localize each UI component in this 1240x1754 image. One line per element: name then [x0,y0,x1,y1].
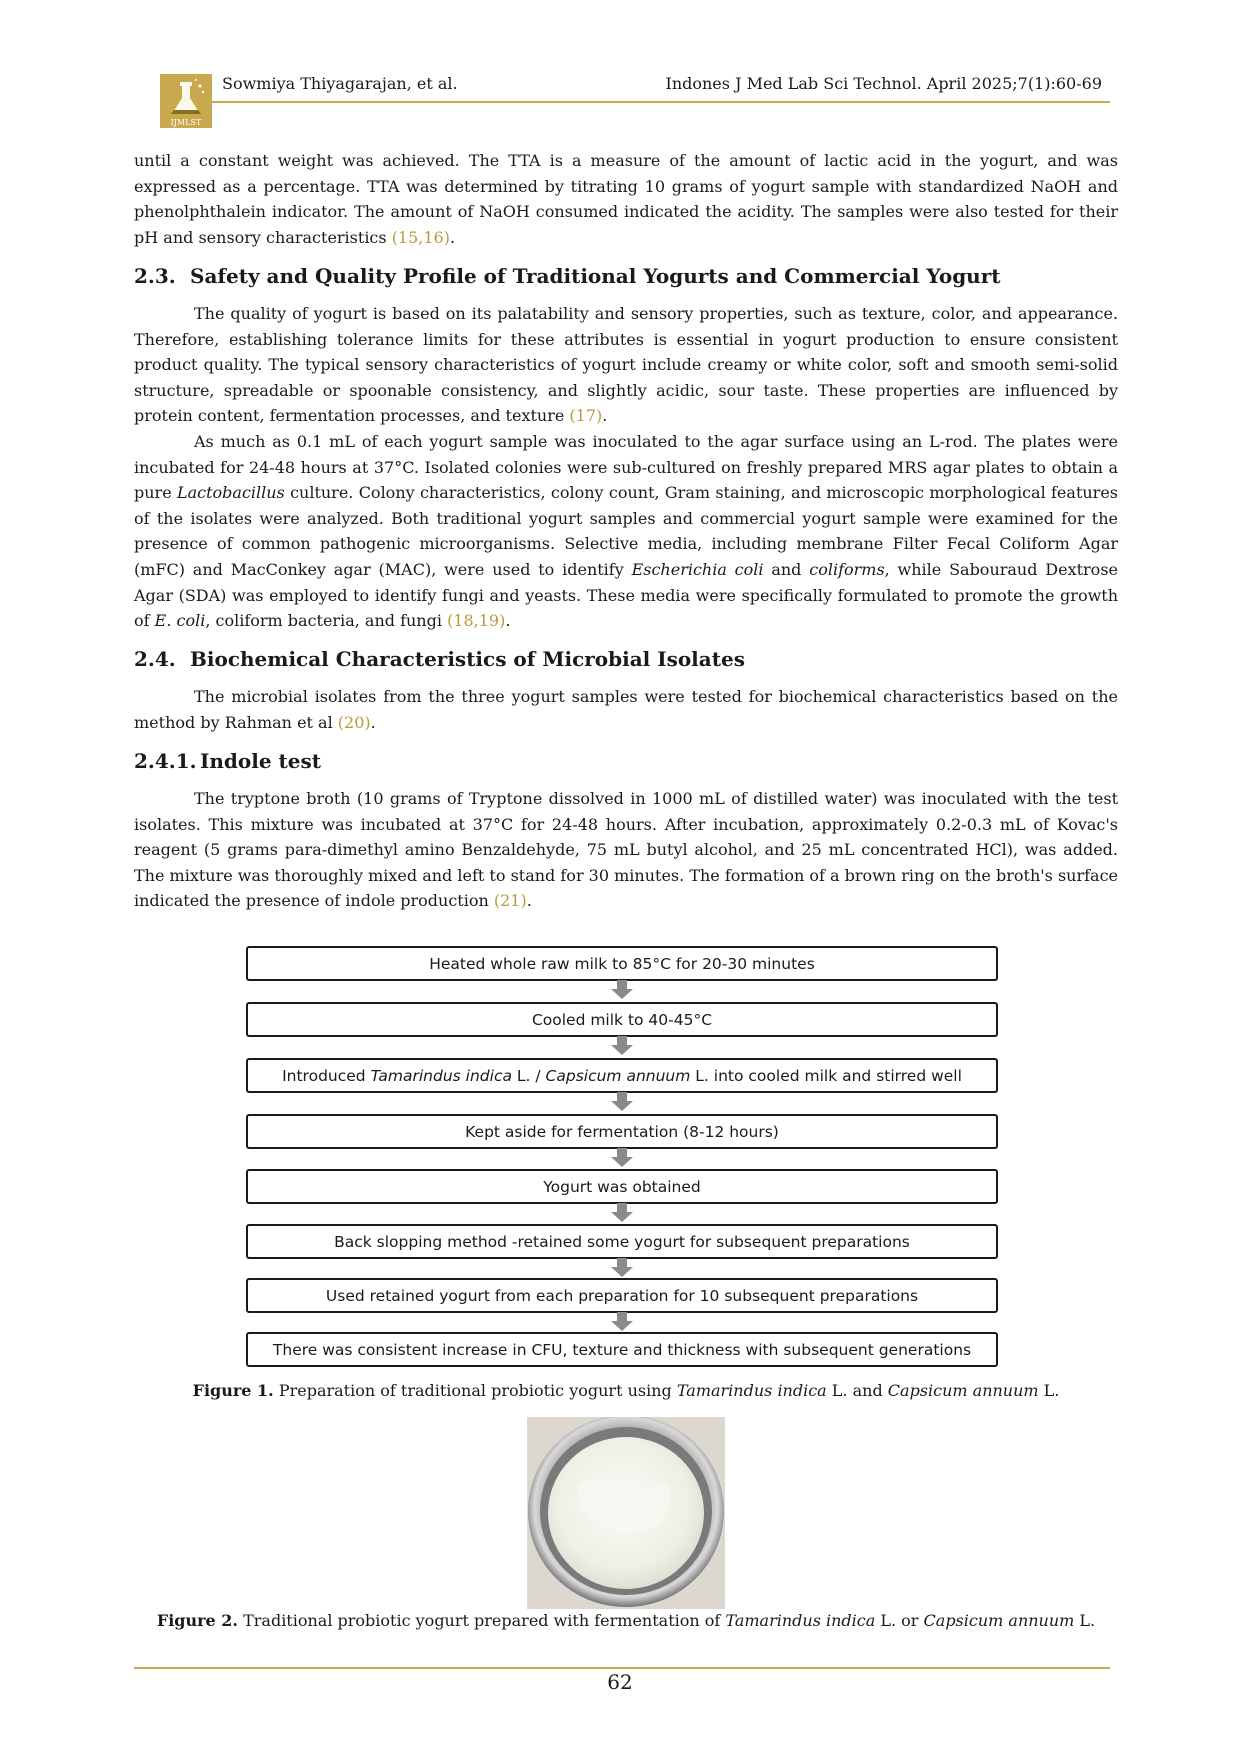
flow-step-5: Yogurt was obtained [246,1169,998,1204]
figure-2-yogurt-photo [527,1417,725,1609]
citation[interactable]: (20) [337,712,371,732]
flow-step-2: Cooled milk to 40-45°C [246,1002,998,1037]
flow-step-4: Kept aside for fermentation (8-12 hours) [246,1114,998,1149]
figure-2-caption: Figure 2. Traditional probiotic yogurt prepared with fermentation of Tamarindus indica L. or Capsicum annuum L. [156,1611,1096,1630]
section-heading-2-3: 2.3. Safety and Quality Profile of Traditional Yogurts and Commercial Yogurt [134,264,1001,288]
paragraph-intro: until a constant weight was achieved. The TTA is a measure of the amount of lactic acid in the yogurt, and was expressed as a percentage. TTA was determined by titrating 10 grams of yogurt sample with standardized NaOH and phenolphthalein indicator. The amount of NaOH consumed indicated the acidity. The samples were also tested for their pH and sensory characteristics (15,16). [134,151,1118,247]
journal-logo [160,74,212,128]
flow-arrow-1 [611,980,633,999]
section-heading-2-4-1: 2.4.1. Indole test [134,749,321,773]
citation[interactable]: (17) [569,406,603,426]
flow-step-8: There was consistent increase in CFU, texture and thickness with subsequent generations [246,1332,998,1367]
header-journal: Indones J Med Lab Sci Technol. April 2025;7(1):60-69 [665,74,1102,93]
flow-step-7: Used retained yogurt from each preparation for 10 subsequent preparations [246,1278,998,1313]
flow-step-6: Back slopping method -retained some yogurt for subsequent preparations [246,1224,998,1259]
flow-arrow-6 [611,1258,633,1277]
logo-text: IJMLST [170,118,202,127]
flow-arrow-5 [611,1203,633,1222]
citation[interactable]: (18,19) [447,611,506,631]
citation[interactable]: (15,16) [391,227,450,247]
section-2-4-body: The microbial isolates from the three yogurt samples were tested for biochemical characteristics based on the method by Rahman et al (20). [134,687,1118,732]
footer-rule [134,1667,1110,1669]
header-author: Sowmiya Thiyagarajan, et al. [222,74,458,93]
flow-step-1: Heated whole raw milk to 85°C for 20-30 minutes [246,946,998,981]
section-heading-2-4: 2.4. Biochemical Characteristics of Microbial Isolates [134,647,745,671]
flow-arrow-3 [611,1092,633,1111]
section-2-3-body: The quality of yogurt is based on its palatability and sensory properties, such as texture, color, and appearance. Therefore, establishing tolerance limits for these attributes is essential in yogurt production to ensure consistent product quality. The typical sensory characteristics of yogurt include creamy or white color, soft and smooth semi-solid structure, spreadable or spoonable consistency, and slightly acidic, sour taste. These properties are influenced by protein content, fermentation processes, and texture (17). As much as 0.1 mL of each yogurt sample was inoculated to the agar surface using an L-rod. The plates were incubated for 24-48 hours at 37°C. Isolated colonies were sub-cultured on freshly prepared MRS agar plates to obtain a pure Lactobacillus culture. Colony characteristics, colony count, Gram staining, and microscopic morphological features of the isolates were analyzed. Both traditional yogurt samples and commercial yogurt sample were examined for the presence of common pathogenic microorganisms. Selective media, including membrane Filter Fecal Coliform Agar (mFC) and MacConkey agar (MAC), were used to identify Escherichia coli and coliforms, while Sabouraud Dextrose Agar (SDA) was employed to identify fungi and yeasts. These media were specifically formulated to promote the growth of E. coli, coliform bacteria, and fungi (18,19). [134,304,1119,631]
flow-arrow-2 [611,1036,633,1055]
figure-1-caption: Figure 1. Preparation of traditional probiotic yogurt using Tamarindus indica L. and Capsicum annuum L. [192,1381,1060,1400]
page-number: 62 [607,1670,633,1694]
header-rule [212,101,1110,103]
flow-step-3: Introduced Tamarindus indica L. / Capsicum annuum L. into cooled milk and stirred well [246,1058,998,1093]
flow-arrow-4 [611,1148,633,1167]
flow-arrow-7 [611,1312,633,1331]
citation[interactable]: (21) [493,891,527,911]
section-2-4-1-body: The tryptone broth (10 grams of Tryptone dissolved in 1000 mL of distilled water) was inoculated with the test isolates. This mixture was incubated at 37°C for 24-48 hours. After incubation, approximately 0.2-0.3 mL of Kovac's reagent (5 grams para-dimethyl amino Benzaldehyde, 75 mL butyl alcohol, and 25 mL concentrated HCl), was added. The mixture was thoroughly mixed and left to stand for 30 minutes. The formation of a brown ring on the broth's surface indicated the presence of indole production (21). [134,789,1118,911]
